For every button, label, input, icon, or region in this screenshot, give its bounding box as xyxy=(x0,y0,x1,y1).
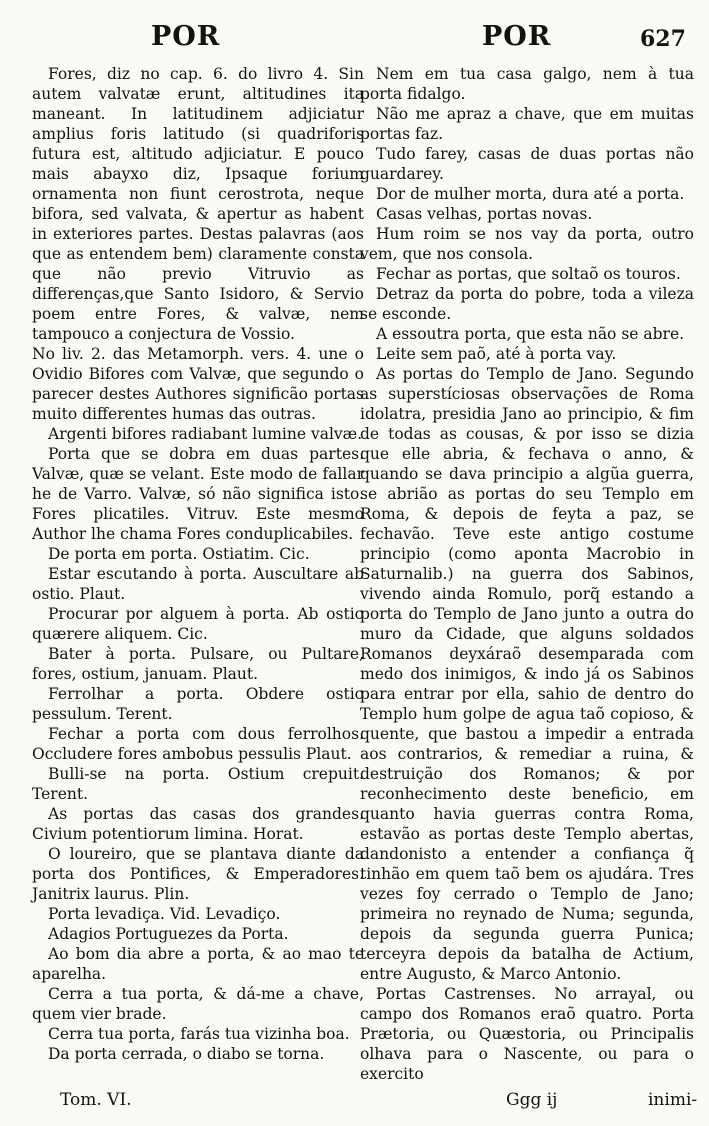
entry-paragraph: Da porta cerrada, o diabo se torna. xyxy=(48,1045,325,1063)
entry-paragraph: Fechar as portas, que soltaõ os touros. xyxy=(376,265,681,283)
entry-paragraph: Porta levadiça. Vid. Levadiço. xyxy=(48,905,281,923)
entry-paragraph: Ao bom dia abre a porta, & ao mao te aparelha. xyxy=(32,945,364,983)
running-head-left: POR xyxy=(151,21,221,52)
entry-paragraph: Ferrolhar a porta. Obdere ostio pessulum. Terent. xyxy=(32,685,364,723)
entry-paragraph: Argenti bifores radiabant lumine valvæ. xyxy=(48,425,363,443)
entry-paragraph: Bulli-se na porta. Ostium crepuit. Terent. xyxy=(32,765,364,803)
entry-paragraph: Bater à porta. Pulsare, ou Pultare, fores, ostium, januam. Plaut. xyxy=(32,645,364,683)
entry-paragraph: Tudo farey, casas de duas portas não guardarey. xyxy=(360,145,694,183)
page-number: 627 xyxy=(640,26,686,52)
entry-paragraph: Dor de mulher morta, dura até a porta. xyxy=(376,185,685,203)
entry-paragraph: Fechar a porta com dous ferrolhos. Occludere fores ambobus pessulis Plaut. xyxy=(32,725,364,763)
entry-paragraph: Porta que se dobra em duas partes. Valvæ, quæ se velant. Este modo de fallar he de Varro. Valvæ, só não significa isto. Fores plicatiles. Vitruv. Este mesmo Author lhe chama Fores conduplicabiles. xyxy=(32,445,364,543)
entry-paragraph: As portas do Templo de Jano. Segundo as superstíciosas observações de Roma idolatra, presidia Jano ao principio, & fim de todas as cousas, & por isso se dizia que elle abria, & fechava o anno, & quando se dava principio a algũa guerra, se abrião as portas do seu Templo em Roma, & depois de feyta a paz, se fechavão. Teve este antigo costume principio (como aponta Macrobio in Saturnalib.) na guerra dos Sabinos, vivendo ainda Romulo, porq̃ estando a porta do Templo de Jano junto a outra do muro da Cidade, que alguns soldados Romanos deyxáraõ desemparada com medo dos inimigos, & indo já os Sabinos para entrar por ella, sahio de dentro do Templo hum golpe de agua taõ copioso, & quente, que bastou a impedir a entrada aos contrarios, & remediar a ruina, & destruição dos Romanos; & por reconhecimento deste beneficio, em quanto havia guerras contra Roma, estavão as portas deste Templo abertas, dandonisto a entender a confiança q̃ tinhão em quem taõ bem os ajudára. Tres vezes foy cerrado o Templo de Jano; primeira no reynado de Numa; segunda, depois da segunda guerra Punica; terceyra depois da batalha de Actium, entre Augusto, & Marco Antonio. xyxy=(360,365,694,983)
right-column xyxy=(360,64,694,1084)
entry-paragraph: No liv. 2. das Metamorph. vers. 4. une o Ovidio Bifores com Valvæ, que segundo o parecer destes Authores significão portas muito differentes humas das outras. xyxy=(32,345,364,423)
entry-paragraph: Nem em tua casa galgo, nem à tua porta fidalgo. xyxy=(360,65,694,103)
entry-paragraph: A essoutra porta, que esta não se abre. xyxy=(376,325,685,343)
entry-paragraph: Cerra tua porta, farás tua vizinha boa. xyxy=(48,1025,350,1043)
entry-paragraph: Hum roim se nos vay da porta, outro vem, que nos consola. xyxy=(360,225,694,263)
entry-paragraph: Estar escutando à porta. Auscultare ab ostio. Plaut. xyxy=(32,565,364,603)
entry-paragraph: O loureiro, que se plantava diante da porta dos Pontifices, & Emperadores. Janitrix laurus. Plin. xyxy=(32,845,364,903)
entry-paragraph: Leite sem paõ, até à porta vay. xyxy=(376,345,617,363)
entry-paragraph: Casas velhas, portas novas. xyxy=(376,205,593,223)
entry-paragraph: As portas das casas dos grandes. Civium potentiorum limina. Horat. xyxy=(32,805,364,843)
entry-paragraph: Portas Castrenses. No arrayal, ou campo dos Romanos eraõ quatro. Porta Prætoria, ou Quæstoria, ou Principalis olhava para o Nascente, ou para o exercito xyxy=(360,985,694,1083)
entry-paragraph: Fores, diz no cap. 6. do livro 4. Sin autem valvatæ erunt, altitudines ita maneant. In latitudinem adjiciatur amplius foris latitudo (si quadriforis futura est, altitudo adjiciatur. E pouco mais abayxo diz, Ipsaque forium ornamenta non fiunt cerostrota, neque bifora, sed valvata, & apertur as habent in exteriores partes. Destas palavras (aos que as entendem bem) claramente consta que não previo Vitruvio as differenças,que Santo Isidoro, & Servio poem entre Fores, & valvæ, nem tampouco a conjectura de Vossio. xyxy=(32,65,364,343)
entry-paragraph: De porta em porta. Ostiatim. Cic. xyxy=(48,545,310,563)
entry-paragraph: Não me apraz a chave, que em muitas portas faz. xyxy=(360,105,694,143)
entry-paragraph: Procurar por alguem à porta. Ab ostio quærere aliquem. Cic. xyxy=(32,605,364,643)
entry-paragraph: Cerra a tua porta, & dá-me a chave, quem vier brade. xyxy=(32,985,364,1023)
catchword: inimi- xyxy=(648,1090,698,1110)
volume-mark: Tom. VI. xyxy=(60,1090,132,1110)
entry-paragraph: Detraz da porta do pobre, toda a vileza se esconde. xyxy=(360,285,694,323)
running-head-right: POR xyxy=(482,21,552,52)
entry-paragraph: Adagios Portuguezes da Porta. xyxy=(48,925,289,943)
signature-mark: Ggg ij xyxy=(506,1090,558,1110)
left-column xyxy=(32,64,364,1064)
